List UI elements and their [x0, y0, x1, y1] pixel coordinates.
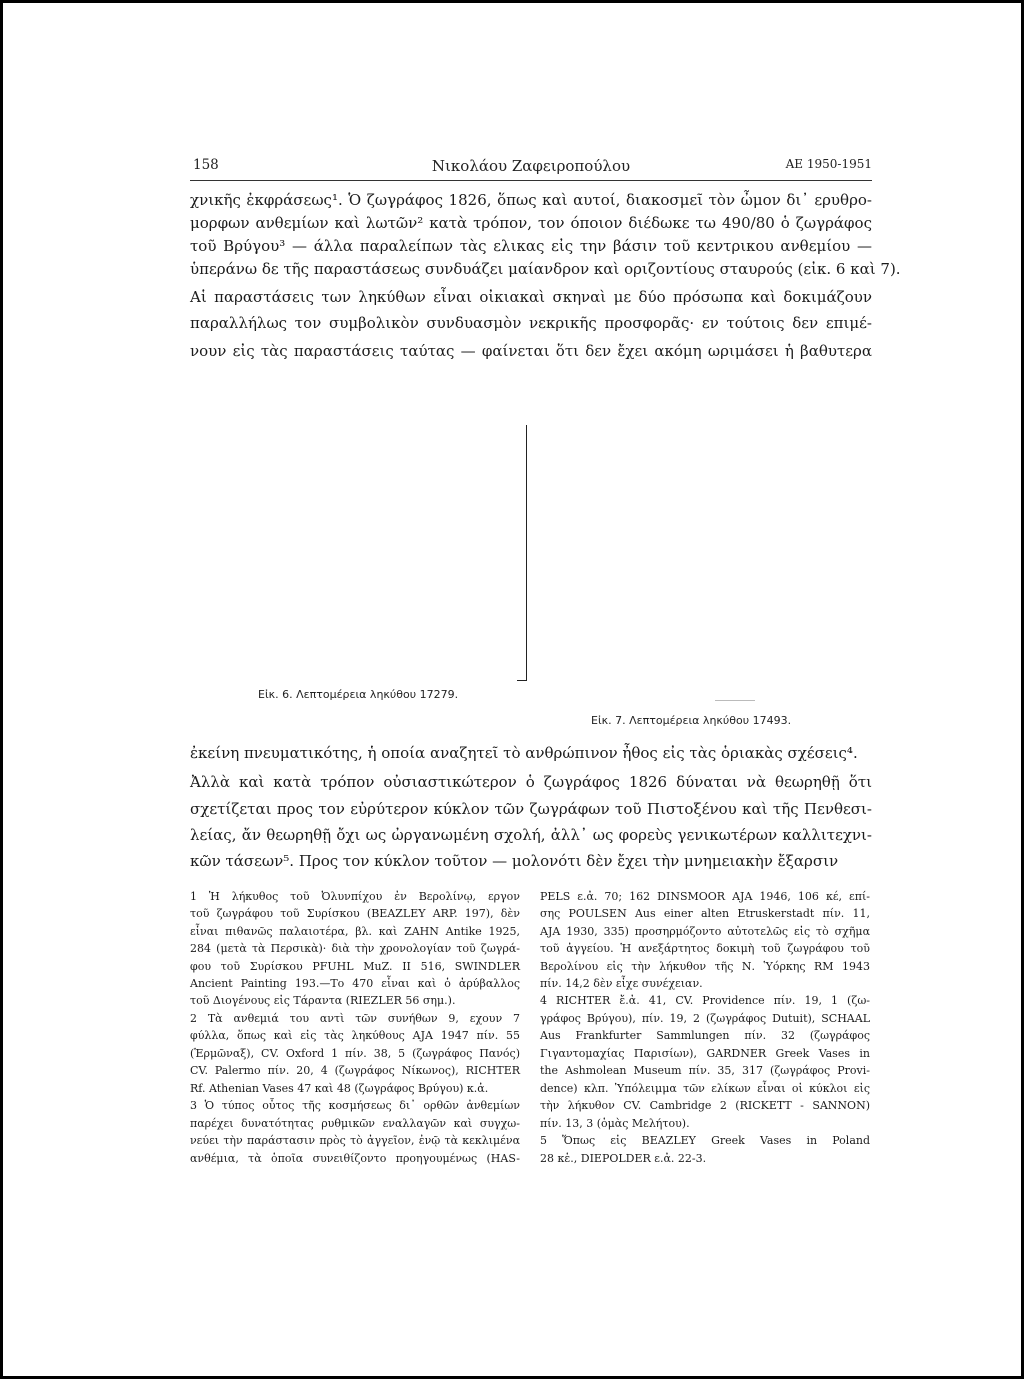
footnote-line: τοῦ ἀγγείου. Ἡ ανεξάρτητος δοκιμὴ τοῦ ζωγράφου τοῦ	[540, 942, 870, 955]
footnote-line: 284 (μετὰ τὰ Περσικὰ)· διὰ τὴν χρονολογίαν τοῦ ζωγρά-	[190, 942, 520, 955]
body-line: χνικῆς ἐκφράσεως¹. Ὁ ζωγράφος 1826, ὅπως καὶ αυτοί, διακοσμεῖ τὸν ὦμον δι᾽ ερυθρο-	[190, 191, 872, 209]
running-title: Νικολάου Ζαφειροπούλου	[431, 157, 631, 175]
footnote-line: πίν. 13, 3 (ὁμὰς Μελήτου).	[540, 1117, 690, 1130]
footnote-line: AJA 1930, 335) προσηρμόζοντο αὐτοτελῶς εἰς τὸ σχῆμα	[540, 925, 870, 938]
footnote-line: εἶναι πιθανῶς παλαιοτέρα, βλ. καὶ ZAHN Antike 1925,	[190, 925, 520, 938]
footnote-line: πίν. 14,2 δὲν εἶχε συνέχειαν.	[540, 977, 703, 990]
footnote-line: the Ashmolean Museum πίν. 35, 317 (ζωγράφος Provi-	[540, 1064, 870, 1077]
footnote-line: 3 Ὁ τύπος οὗτος τῆς κοσμήσεως δι᾽ ορθῶν ἀνθεμίων	[190, 1099, 520, 1112]
body-line: σχετίζεται προς τον εὐρύτερον κύκλον τῶν ζωγράφων τοῦ Πιστοξένου καὶ τῆς Πενθεσι-	[190, 800, 872, 818]
running-head	[190, 157, 872, 177]
footnote-line: Rf. Athenian Vases 47 καὶ 48 (ζωγράφος Βρύγου) κ.ἀ.	[190, 1082, 489, 1095]
figure-6-caption: Εἰκ. 6. Λεπτομέρεια ληκύθου 17279.	[258, 688, 459, 701]
footnote-line: Βερολίνου εἰς τὴν λήκυθον τῆς Ν. Ὑόρκης RM 1943	[540, 960, 870, 973]
footnote-line: Γιγαντομαχίας Παρισίων), GARDNER Greek Vases in	[540, 1047, 870, 1060]
body-line: Αἱ παραστάσεις των ληκύθων εἶναι οἰκιακαὶ σκηναὶ με δύο πρόσωπα καὶ δοκιμάζουν	[190, 288, 872, 306]
page-number: 158	[193, 157, 219, 173]
footnote-line: σης POULSEN Aus einer alten Etruskerstadt πίν. 11,	[540, 907, 870, 920]
footnote-line: (Ἑρμῶναξ), CV. Oxford 1 πίν. 38, 5 (ζωγράφος Πανός)	[190, 1047, 520, 1060]
footnote-line: γράφος Βρύγου), πίν. 19, 2 (ζωγράφος Dutuit), SCHAAL	[540, 1012, 870, 1025]
header-rule	[190, 180, 872, 181]
footnote-line: φύλλα, ὅπως καὶ εἰς τὰς ληκύθους AJA 1947 πίν. 55	[190, 1029, 520, 1042]
footnote-line: 2 Τὰ ανθεμιά του αντὶ τῶν συνήθων 9, εχουν 7	[190, 1012, 520, 1025]
body-line: τοῦ Βρύγου³ — άλλα παραλείπων τὰς ελικας εἰς την βάσιν τοῦ κεντρικου ανθεμίου —	[190, 237, 872, 255]
body-line: ὑπεράνω δε τῆς παραστάσεως συνδυάζει μαίανδρον καὶ οριζοντίους σταυρούς (εἰκ. 6 καὶ 7).	[190, 260, 901, 278]
footnote-line: 4 RICHTER ἔ.ἀ. 41, CV. Providence πίν. 19, 1 (ζω-	[540, 994, 870, 1007]
footnote-line: φου τοῦ Συρίσκου PFUHL MuZ. II 516, SWINDLER	[190, 960, 520, 973]
footnote-line: 28 κἑ., DIEPOLDER ε.ἀ. 22-3.	[540, 1152, 707, 1165]
body-line: λείας, ἄν θεωρηθῇ ὄχι ως ὠργανωμένη σχολή, ἀλλ᾽ ως φορεὺς γενικωτέρων καλλιτεχνι-	[190, 826, 872, 844]
figure-7-mark	[715, 700, 755, 701]
footnote-line: τοῦ ζωγράφου τοῦ Συρίσκου (BEAZLEY ARP. 197), δὲν	[190, 907, 520, 920]
footnote-line: νεύει τὴν παράστασιν πρὸς τὸ ἀγγεῖον, ἐνῷ τὰ κεκλιμένα	[190, 1134, 520, 1147]
body-line: μορφων ανθεμίων καὶ λωτῶν² κατὰ τρόπον, τον όποιον διέδωκε τω 490/80 ὁ ζωγράφος	[190, 214, 872, 232]
footnote-line: 5 Ὅπως εἰς BEAZLEY Greek Vases in Poland	[540, 1134, 870, 1147]
footnote-line: τοῦ Διογένους εἰς Τάραντα (RIEZLER 56 σημ.).	[190, 994, 456, 1007]
body-line: ἐκείνη πνευματικότης, ἡ οποία αναζητεῖ τὸ ανθρώπινον ἦθος εἰς τὰς ὁριακὰς σχέσεις⁴.	[190, 744, 858, 762]
figure-6-frame	[517, 425, 527, 681]
footnote-line: CV. Palermo πίν. 20, 4 (ζωγράφος Νίκωνος), RICHTER	[190, 1064, 520, 1077]
footnote-line: dence) κλπ. Ὑπόλειμμα τῶν ελίκων εἶναι οἱ κύκλοι εἰς	[540, 1082, 870, 1095]
footnote-line: ανθέμια, τὰ ὁποῖα συνειθίζοντο προηγουμένως (HAS-	[190, 1152, 520, 1165]
footnote-line: παρέχει δυνατότητας ρυθμικῶν εναλλαγῶν καὶ συγχω-	[190, 1117, 520, 1130]
body-line: κῶν τάσεων⁵. Προς τον κύκλον τοῦτον — μολονότι δὲν ἔχει τὴν μνημειακὴν ἔξαρσιν	[190, 852, 839, 870]
footnote-line: Aus Frankfurter Sammlungen πίν. 32 (ζωγράφος	[540, 1029, 870, 1042]
body-line: Ἀλλὰ καὶ κατὰ τρόπον οὐσιαστικώτερον ὁ ζωγράφος 1826 δύναται νὰ θεωρηθῇ ὅτι	[190, 773, 872, 791]
body-line: νουν εἰς τὰς παραστάσεις ταύτας — φαίνεται ὅτι δεν ἔχει ακόμη ωριμάσει ἡ βαθυτερα	[190, 342, 872, 360]
footnote-line: PELS ε.ἀ. 70; 162 DINSMOOR AJA 1946, 106 κέ, επί-	[540, 890, 870, 903]
footnote-line: Ancient Painting 193.—Το 470 εἶναι καὶ ὁ ἀρύβαλλος	[190, 977, 520, 990]
figure-7-caption: Εἰκ. 7. Λεπτομέρεια ληκύθου 17493.	[591, 714, 792, 727]
footnote-line: 1 Ἡ λήκυθος τοῦ Ὀλυνπίχου ἐν Βερολίνῳ, εργον	[190, 890, 520, 903]
journal-volume: ΑΕ 1950-1951	[785, 157, 872, 171]
footnote-line: τὴν λήκυθον CV. Cambridge 2 (RICKETT - SANNON)	[540, 1099, 870, 1112]
body-line: παραλλήλως τον συμβολικὸν συνδυασμὸν νεκρικῆς προσφορᾶς· εν τούτοις δεν επιμέ-	[190, 314, 872, 332]
